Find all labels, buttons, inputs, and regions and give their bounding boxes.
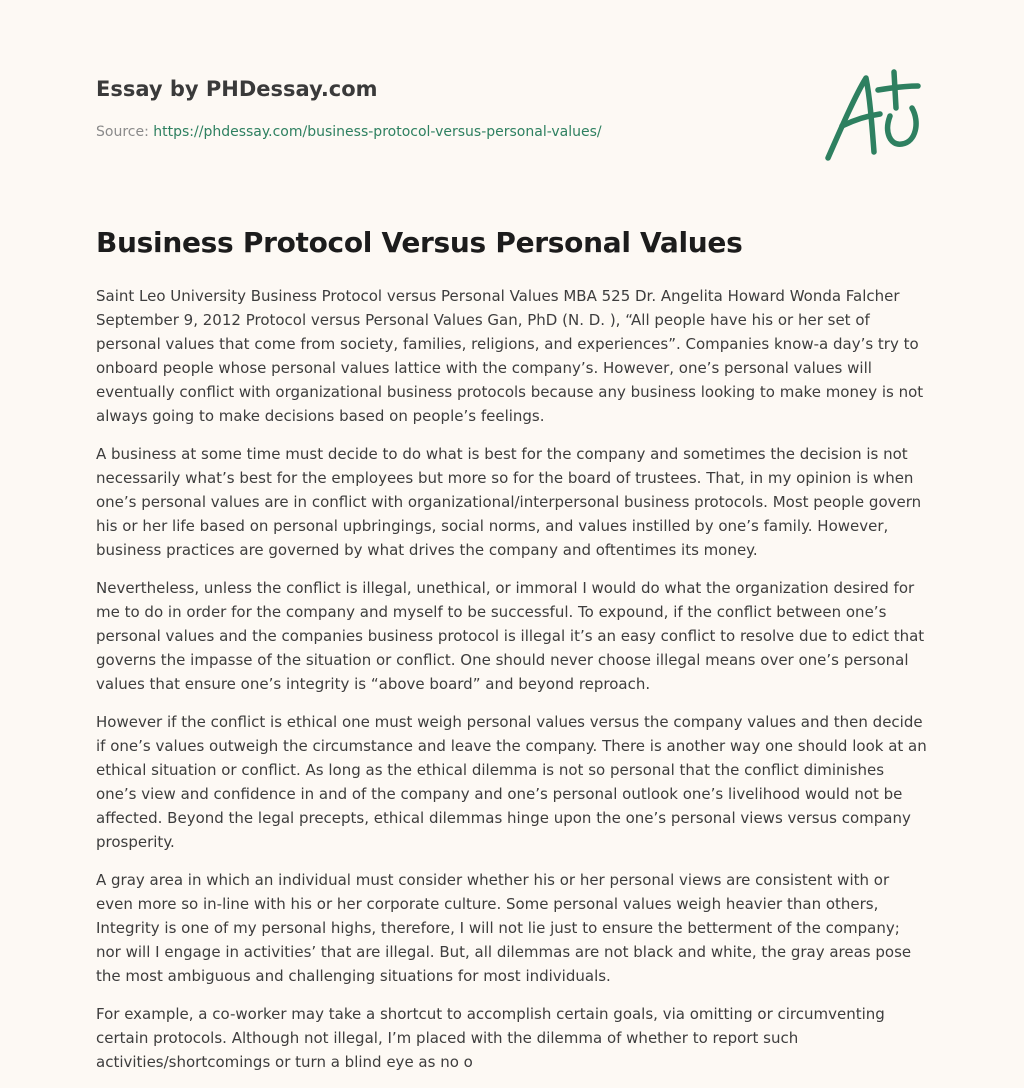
paragraph: Saint Leo University Business Protocol versus Personal Values MBA 525 Dr. Angelita Howard Wonda Falcher September 9, 2012 Protocol versus Personal Values Gan, PhD (N. D. ), “All people have his or her set of personal values that come from society, families, religions, and experiences”. Companies know-a day’s try to onboard people whose personal values lattice with the company’s. However, one’s personal values will eventually conflict with organizational business protocols because any business looking to make money is not always going to make decisions based on people’s feelings.	[96, 287, 924, 425]
brand-title: Essay by PHDessay.com	[96, 77, 378, 101]
source-link[interactable]: https://phdessay.com/business-protocol-versus-personal-values/	[153, 124, 602, 140]
paragraph: However if the conflict is ethical one must weigh personal values versus the company values and then decide if one’s values outweigh the circumstance and leave the company. There is another way one should look at an ethical situation or conflict. As long as the ethical dilemma is not so personal that the conflict diminishes one’s view and confidence in and of the company and one’s personal outlook one’s livelihood would not be affected. Beyond the legal precepts, ethical dilemmas hinge upon the one’s personal views versus company prosperity.	[96, 713, 927, 851]
a-plus-logo-icon	[820, 64, 928, 164]
paragraph: For example, a co-worker may take a shortcut to accomplish certain goals, via omitting or circumventing certain protocols. Although not illegal, I’m placed with the dilemma of whether to report such activities/shortcomings or turn a blind eye as no o	[96, 1005, 885, 1071]
paragraph: Nevertheless, unless the conflict is illegal, unethical, or immoral I would do what the organization desired for me to do in order for the company and myself to be successful. To expound, if the conflict between one’s personal values and the companies business protocol is illegal it’s an easy conflict to resolve due to edict that governs the impasse of the situation or conflict. One should never choose illegal means over one’s personal values that ensure one’s integrity is “above board” and beyond reproach.	[96, 579, 925, 693]
essay-page	[96, 0, 928, 1076]
paragraph: A gray area in which an individual must consider whether his or her personal views are consistent with or even more so in-line with his or her corporate culture. Some personal values weigh heavier than others, Integrity is one of my personal highs, therefore, I will not lie just to ensure the betterment of the company; nor will I engage in activities’ that are illegal. But, all dilemmas are not black and white, the gray areas pose the most ambiguous and challenging situations for most individuals.	[96, 871, 912, 985]
paragraph: A business at some time must decide to do what is best for the company and sometimes the decision is not necessarily what’s best for the employees but more so for the board of trustees. That, in my opinion is when one’s personal values are in conflict with organizational/interpersonal business protocols. Most people govern his or her life based on personal upbringings, social norms, and values instilled by one’s family. However, business practices are governed by what drives the company and oftentimes its money.	[96, 445, 922, 559]
source-line	[96, 124, 602, 140]
essay-body	[96, 284, 928, 1088]
essay-title: Business Protocol Versus Personal Values	[96, 226, 743, 259]
page-header	[96, 0, 928, 200]
source-label: Source:	[96, 124, 154, 140]
